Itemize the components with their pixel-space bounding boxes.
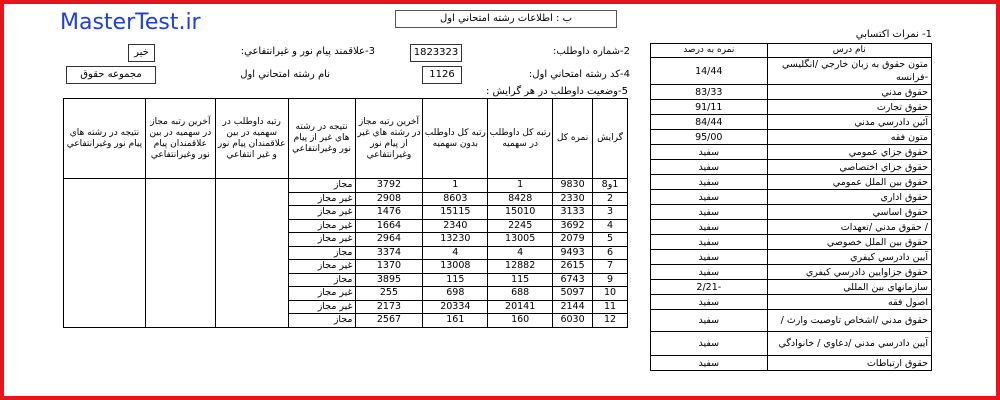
- status-cell-r1: 160: [488, 314, 553, 328]
- status-cell-res: غير مجاز: [288, 287, 355, 301]
- status-cell-last: 3792: [355, 179, 423, 193]
- course-name: حقوق اساسي: [767, 205, 931, 220]
- status-cell-last: 3895: [355, 273, 423, 287]
- status-cell-res: غير مجاز: [288, 206, 355, 220]
- grades-row: [651, 100, 932, 115]
- status-cell-res: غير مجاز: [288, 300, 355, 314]
- status-cell-last: 1476: [355, 206, 423, 220]
- status-cell-r1: 115: [488, 273, 553, 287]
- status-cell-score: 2330: [553, 192, 593, 206]
- status-cell-r2: 698: [423, 287, 488, 301]
- status-header-2: رتبه كل داوطلب در سهميه: [488, 99, 553, 179]
- status-cell-r2: 13230: [423, 233, 488, 247]
- interest-label: 3-علاقمند پيام نور و غيرانتفاعي:: [240, 46, 375, 57]
- grades-row: [651, 220, 932, 235]
- status-cell-g: 4: [593, 219, 628, 233]
- course-name: حقوق تجارت: [767, 100, 931, 115]
- status-cell-score: 2079: [553, 233, 593, 247]
- grades-row: [651, 58, 932, 85]
- status-cell-res: مجاز: [288, 179, 355, 193]
- course-name: حقوق جزاي اختصاصي: [767, 160, 931, 175]
- status-cell-last: 3374: [355, 246, 423, 260]
- grades-row: [651, 332, 932, 356]
- course-name: آيين دادرسي كيفري: [767, 250, 931, 265]
- brand-logo-text[interactable]: MasterTest.ir: [60, 10, 201, 35]
- status-cell-res: غير مجاز: [288, 260, 355, 274]
- status-cell-score: 6743: [553, 273, 593, 287]
- grades-row: [651, 115, 932, 130]
- status-cell-res: غير مجاز: [288, 192, 355, 206]
- status-header-3: رتبه كل داوطلب بدون سهميه: [423, 99, 488, 179]
- status-cell-r1: 15010: [488, 206, 553, 220]
- grades-row: [651, 205, 932, 220]
- course-name: حقوق بين الملل خصوصي: [767, 235, 931, 250]
- status-table: [63, 98, 628, 328]
- status-header-1: نمره كل: [553, 99, 593, 179]
- course-name: متون فقه: [767, 130, 931, 145]
- course-score: 91/11: [651, 100, 768, 115]
- exam-name-label: نام رشته امتحاني اول: [240, 69, 330, 80]
- status-cell-score: 5097: [553, 287, 593, 301]
- status-cell-r2: 13008: [423, 260, 488, 274]
- course-name: حقوق جزاي عمومي: [767, 145, 931, 160]
- grades-header-name: نام درس: [767, 44, 931, 58]
- status-cell-empty: [145, 179, 215, 328]
- status-cell-r2: 161: [423, 314, 488, 328]
- status-cell-res: مجاز: [288, 273, 355, 287]
- course-name: / حقوق مدني /تعهدات: [767, 220, 931, 235]
- status-cell-g: 11: [593, 300, 628, 314]
- grades-row: [651, 310, 932, 332]
- course-score: سفيد: [651, 332, 768, 356]
- course-score: سفيد: [651, 175, 768, 190]
- course-name: حقوق مدني: [767, 85, 931, 100]
- status-cell-g: 10: [593, 287, 628, 301]
- grades-row: [651, 250, 932, 265]
- status-cell-res: غير مجاز: [288, 233, 355, 247]
- candidate-no-field: 1823323: [410, 44, 462, 62]
- status-cell-g: 12: [593, 314, 628, 328]
- status-cell-r2: 15115: [423, 206, 488, 220]
- status-header-4: آخرين رتبه مجاز در رشته هاي غير از پيام نور وغيرانتفاعي: [355, 99, 423, 179]
- course-name: حقوق مدني /اشخاص تاوصيت وارث /: [767, 310, 931, 332]
- course-score: -2/21: [651, 280, 768, 295]
- status-cell-r1: 13005: [488, 233, 553, 247]
- exam-code-label: 4-كد رشته امتحاني اول:: [528, 69, 630, 80]
- status-cell-r1: 4: [488, 246, 553, 260]
- section-title: ب : اطلاعات رشته امتحاني اول: [395, 10, 617, 28]
- grades-row: [651, 356, 932, 371]
- course-score: سفيد: [651, 356, 768, 371]
- course-score: 83/33: [651, 85, 768, 100]
- course-score: سفيد: [651, 145, 768, 160]
- status-cell-r1: 2245: [488, 219, 553, 233]
- status-cell-r2: 4: [423, 246, 488, 260]
- status-cell-res: مجاز: [288, 246, 355, 260]
- status-header-6: رتبه داوطلب در سهميه در بين علاقمندان پيام نور و غير انتفاعي: [215, 99, 288, 179]
- course-name: آيين دادرسي مدني /دعاوي / خانوادگي: [767, 332, 931, 356]
- status-header-8: نتيجه در رشته هاي پيام نور وغيرانتفاعي: [64, 99, 146, 179]
- grades-row: [651, 145, 932, 160]
- course-score: سفيد: [651, 310, 768, 332]
- status-cell-res: مجاز: [288, 314, 355, 328]
- status-header-5: نتيجه در رشته هاي غير از پيام نور وغيرانتفاعي: [288, 99, 355, 179]
- status-header-row: [64, 99, 628, 179]
- status-cell-score: 9493: [553, 246, 593, 260]
- status-cell-g: 2: [593, 192, 628, 206]
- status-cell-last: 1370: [355, 260, 423, 274]
- course-score: سفيد: [651, 160, 768, 175]
- section-1-heading: 1- نمرات اكتسابي: [855, 29, 932, 40]
- status-row: [64, 179, 628, 193]
- course-name: حقوق بين الملل عمومي: [767, 175, 931, 190]
- status-cell-r1: 12882: [488, 260, 553, 274]
- status-cell-r1: 20141: [488, 300, 553, 314]
- status-cell-g: 7: [593, 260, 628, 274]
- grades-row: [651, 175, 932, 190]
- status-cell-r1: 8428: [488, 192, 553, 206]
- status-header-7: آخرين رتبه مجاز در سهميه در بين علاقمندان پيام نور وغيرانتفاعي: [145, 99, 215, 179]
- status-cell-last: 2567: [355, 314, 423, 328]
- course-name: حقوق ارتباطات: [767, 356, 931, 371]
- course-score: سفيد: [651, 235, 768, 250]
- status-label: 5-وضعيت داوطلب در هر گرايش :: [485, 86, 628, 97]
- course-score: 95/00: [651, 130, 768, 145]
- grades-row: [651, 280, 932, 295]
- status-cell-score: 9830: [553, 179, 593, 193]
- course-score: 14/44: [651, 58, 768, 85]
- status-cell-g: 9: [593, 273, 628, 287]
- status-cell-r1: 1: [488, 179, 553, 193]
- grades-header-row: [651, 44, 932, 58]
- grades-row: [651, 265, 932, 280]
- course-name: سازمانهاي بين المللي: [767, 280, 931, 295]
- course-score: 84/44: [651, 115, 768, 130]
- interest-field: خير: [128, 44, 155, 62]
- status-cell-last: 255: [355, 287, 423, 301]
- grades-row: [651, 190, 932, 205]
- course-score: سفيد: [651, 205, 768, 220]
- status-cell-g: 5: [593, 233, 628, 247]
- course-score: سفيد: [651, 220, 768, 235]
- grades-row: [651, 295, 932, 310]
- status-cell-empty: [64, 179, 146, 328]
- candidate-no-label: 2-شماره داوطلب:: [553, 46, 630, 57]
- status-cell-r2: 2340: [423, 219, 488, 233]
- course-score: سفيد: [651, 190, 768, 205]
- status-cell-last: 2964: [355, 233, 423, 247]
- status-cell-r1: 688: [488, 287, 553, 301]
- status-cell-score: 2615: [553, 260, 593, 274]
- status-cell-r2: 20334: [423, 300, 488, 314]
- exam-name-field: مجموعه حقوق: [66, 66, 156, 84]
- grades-header-score: نمره به درصد: [651, 44, 768, 58]
- status-cell-score: 2144: [553, 300, 593, 314]
- status-cell-empty: [215, 179, 288, 328]
- course-score: سفيد: [651, 295, 768, 310]
- status-cell-last: 1664: [355, 219, 423, 233]
- course-name: حقوق اداري: [767, 190, 931, 205]
- status-cell-last: 2908: [355, 192, 423, 206]
- status-cell-g: 3: [593, 206, 628, 220]
- status-cell-g: 1و8: [593, 179, 628, 193]
- course-score: سفيد: [651, 265, 768, 280]
- status-cell-g: 6: [593, 246, 628, 260]
- status-cell-last: 2173: [355, 300, 423, 314]
- course-name: متون حقوق به زبان خارجي /انگليسي -فرانسه: [767, 58, 931, 85]
- status-cell-score: 3692: [553, 219, 593, 233]
- status-cell-score: 3133: [553, 206, 593, 220]
- course-score: سفيد: [651, 250, 768, 265]
- course-name: آئين دادرسي مدني: [767, 115, 931, 130]
- course-name: حقوق جزاوايين دادرسي كيفري: [767, 265, 931, 280]
- grades-row: [651, 130, 932, 145]
- grades-row: [651, 85, 932, 100]
- grades-row: [651, 160, 932, 175]
- exam-code-field: 1126: [422, 66, 462, 84]
- status-cell-res: غير مجاز: [288, 219, 355, 233]
- grades-table: [650, 43, 932, 371]
- status-cell-r2: 8603: [423, 192, 488, 206]
- status-header-0: گرايش: [593, 99, 628, 179]
- status-cell-r2: 1: [423, 179, 488, 193]
- status-cell-r2: 115: [423, 273, 488, 287]
- grades-row: [651, 235, 932, 250]
- status-cell-score: 6030: [553, 314, 593, 328]
- course-name: اصول فقه: [767, 295, 931, 310]
